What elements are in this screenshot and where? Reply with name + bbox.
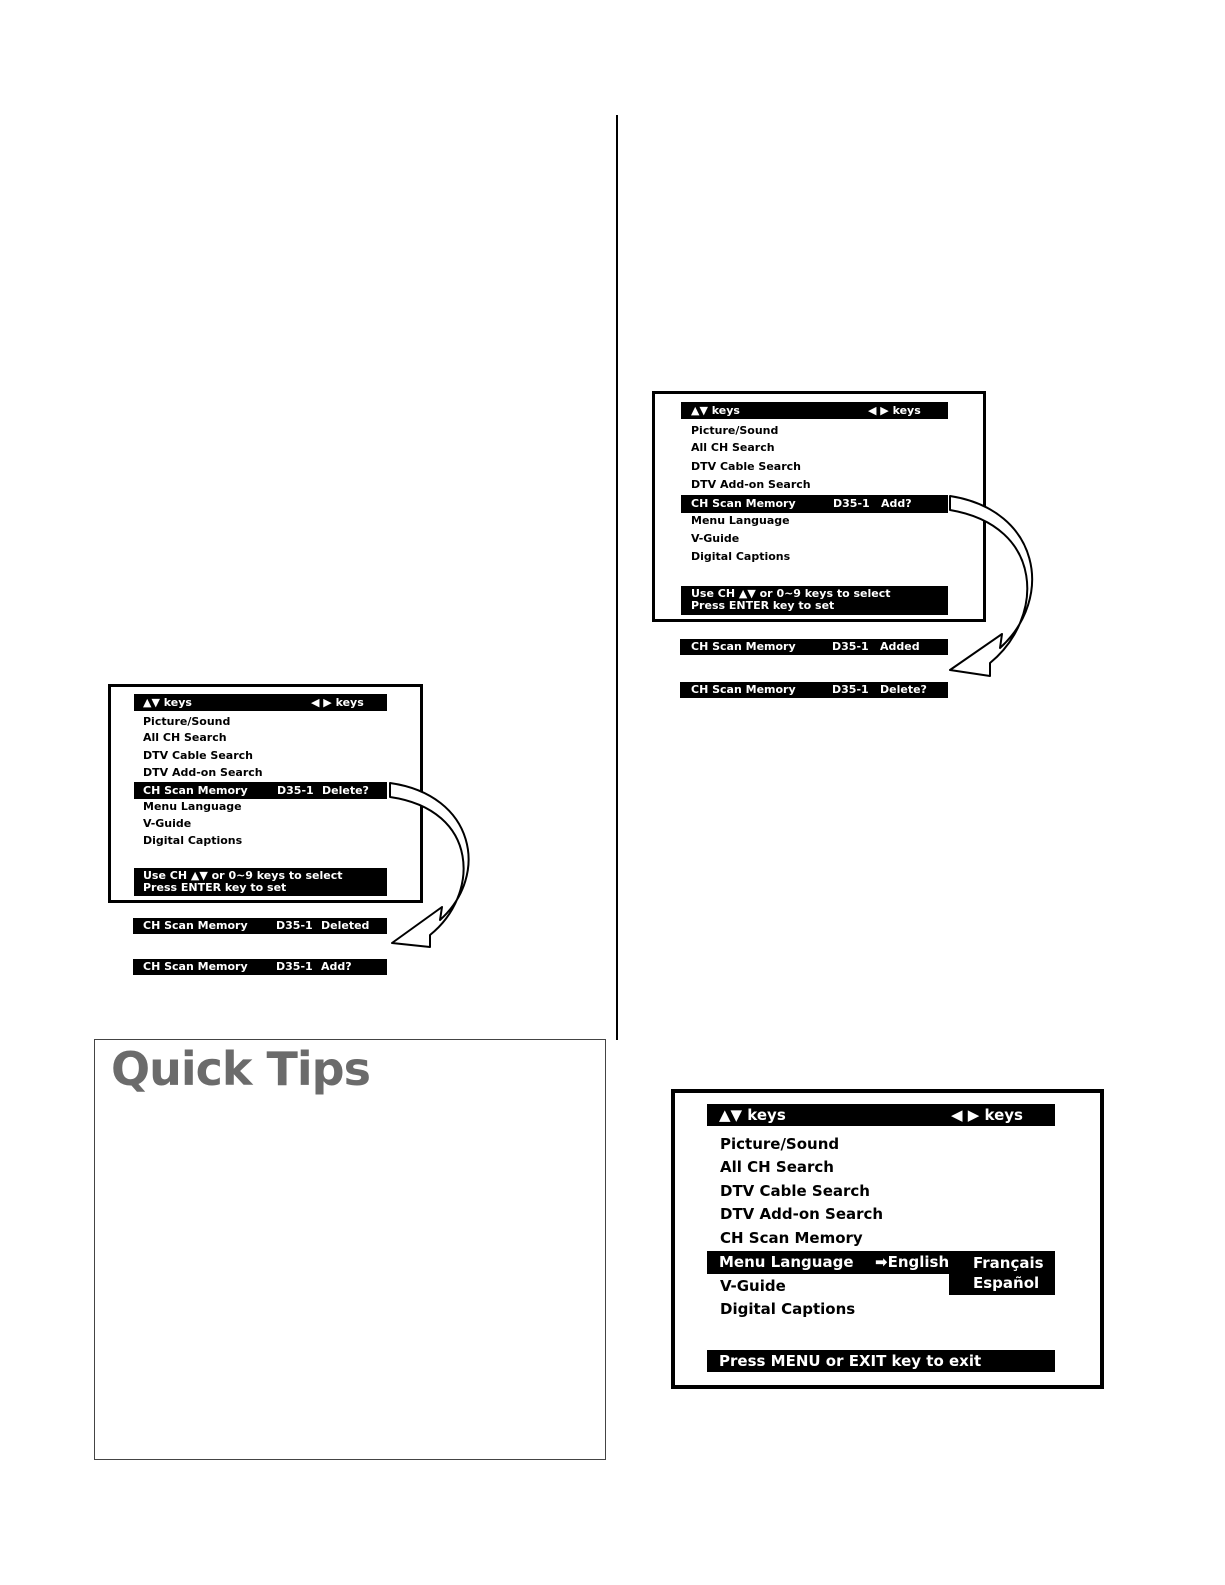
strip-channel: D35-1	[832, 640, 869, 653]
curved-arrow-icon	[940, 488, 1050, 688]
menu-item-digital-captions[interactable]: Digital Captions	[691, 550, 791, 563]
strip-label: CH Scan Memory	[143, 960, 248, 973]
footer-text: Press MENU or EXIT key to exit	[719, 1352, 982, 1370]
column-divider	[616, 115, 618, 1040]
menu-item-menu-language[interactable]: Menu Language	[143, 800, 242, 813]
menu-item-picture-sound[interactable]: Picture/Sound	[720, 1135, 840, 1153]
menu-item-digital-captions[interactable]: Digital Captions	[720, 1300, 856, 1318]
menu-header-bar	[681, 402, 948, 419]
updown-keys-label: ▲▼ keys	[719, 1106, 786, 1124]
highlight-label: CH Scan Memory	[143, 784, 248, 797]
strip-label: CH Scan Memory	[691, 683, 796, 696]
menu-item-menu-language[interactable]: Menu Language	[691, 514, 790, 527]
highlight-action: Add?	[881, 497, 912, 510]
footer-line-1: Use CH ▲▼ or 0~9 keys to select	[143, 869, 343, 882]
menu-item-all-ch-search[interactable]: All CH Search	[143, 731, 227, 744]
leftright-keys-label: ◀ ▶ keys	[868, 404, 921, 417]
menu-item-digital-captions[interactable]: Digital Captions	[143, 834, 243, 847]
strip-status: Added	[880, 640, 920, 653]
highlight-channel: D35-1	[277, 784, 314, 797]
menu-item-all-ch-search[interactable]: All CH Search	[720, 1158, 834, 1176]
footer-line-2: Press ENTER key to set	[691, 599, 835, 612]
menu-item-ch-scan-memory-highlighted[interactable]	[134, 782, 387, 799]
ch-scan-memory-add-menu	[652, 391, 986, 622]
strip-status: Deleted	[321, 919, 370, 932]
menu-footer-bar	[134, 868, 387, 896]
menu-item-all-ch-search[interactable]: All CH Search	[691, 441, 775, 454]
strip-channel: D35-1	[276, 960, 313, 973]
footer-line-1: Use CH ▲▼ or 0~9 keys to select	[691, 587, 891, 600]
leftright-keys-label: ◀ ▶ keys	[951, 1106, 1023, 1124]
leftright-keys-label: ◀ ▶ keys	[311, 696, 364, 709]
highlight-action: Delete?	[322, 784, 369, 797]
curved-arrow-icon	[380, 775, 490, 965]
menu-item-v-guide[interactable]: V-Guide	[720, 1277, 786, 1295]
highlight-label: Menu Language	[719, 1253, 854, 1271]
added-status-strip	[680, 639, 948, 655]
strip-label: CH Scan Memory	[143, 919, 248, 932]
strip-channel: D35-1	[276, 919, 313, 932]
deleted-status-strip	[133, 918, 387, 934]
quick-tips-title: Quick Tips	[111, 1042, 370, 1096]
quick-tips-box	[94, 1039, 606, 1460]
updown-keys-label: ▲▼ keys	[143, 696, 192, 709]
menu-item-dtv-addon-search[interactable]: DTV Add-on Search	[691, 478, 811, 491]
ch-scan-memory-delete-menu	[108, 684, 423, 903]
highlight-channel: D35-1	[833, 497, 870, 510]
menu-item-dtv-cable-search[interactable]: DTV Cable Search	[720, 1182, 870, 1200]
option-francais[interactable]: Français	[973, 1254, 1044, 1272]
strip-status: Add?	[321, 960, 352, 973]
selected-language: ➡English	[875, 1253, 950, 1271]
footer-line-2: Press ENTER key to set	[143, 881, 287, 894]
language-options-panel[interactable]	[949, 1251, 1055, 1295]
option-espanol[interactable]: Español	[973, 1274, 1040, 1292]
menu-item-dtv-cable-search[interactable]: DTV Cable Search	[143, 749, 253, 762]
delete-prompt-strip	[680, 682, 948, 698]
menu-item-ch-scan-memory[interactable]: CH Scan Memory	[720, 1229, 863, 1247]
menu-header-bar	[134, 694, 387, 711]
strip-label: CH Scan Memory	[691, 640, 796, 653]
menu-item-v-guide[interactable]: V-Guide	[143, 817, 192, 830]
menu-item-dtv-addon-search[interactable]: DTV Add-on Search	[143, 766, 263, 779]
menu-header-bar	[707, 1104, 1055, 1126]
highlight-label: CH Scan Memory	[691, 497, 796, 510]
updown-keys-label: ▲▼ keys	[691, 404, 740, 417]
strip-channel: D35-1	[832, 683, 869, 696]
menu-item-dtv-addon-search[interactable]: DTV Add-on Search	[720, 1205, 884, 1223]
strip-status: Delete?	[880, 683, 927, 696]
menu-footer-bar	[707, 1350, 1055, 1372]
menu-item-dtv-cable-search[interactable]: DTV Cable Search	[691, 460, 801, 473]
add-prompt-strip	[133, 959, 387, 975]
menu-language-menu	[671, 1089, 1104, 1389]
menu-item-ch-scan-memory-highlighted[interactable]	[681, 495, 948, 513]
menu-footer-bar	[681, 586, 948, 615]
menu-item-v-guide[interactable]: V-Guide	[691, 532, 740, 545]
menu-item-picture-sound[interactable]: Picture/Sound	[143, 715, 231, 728]
menu-item-picture-sound[interactable]: Picture/Sound	[691, 424, 779, 437]
